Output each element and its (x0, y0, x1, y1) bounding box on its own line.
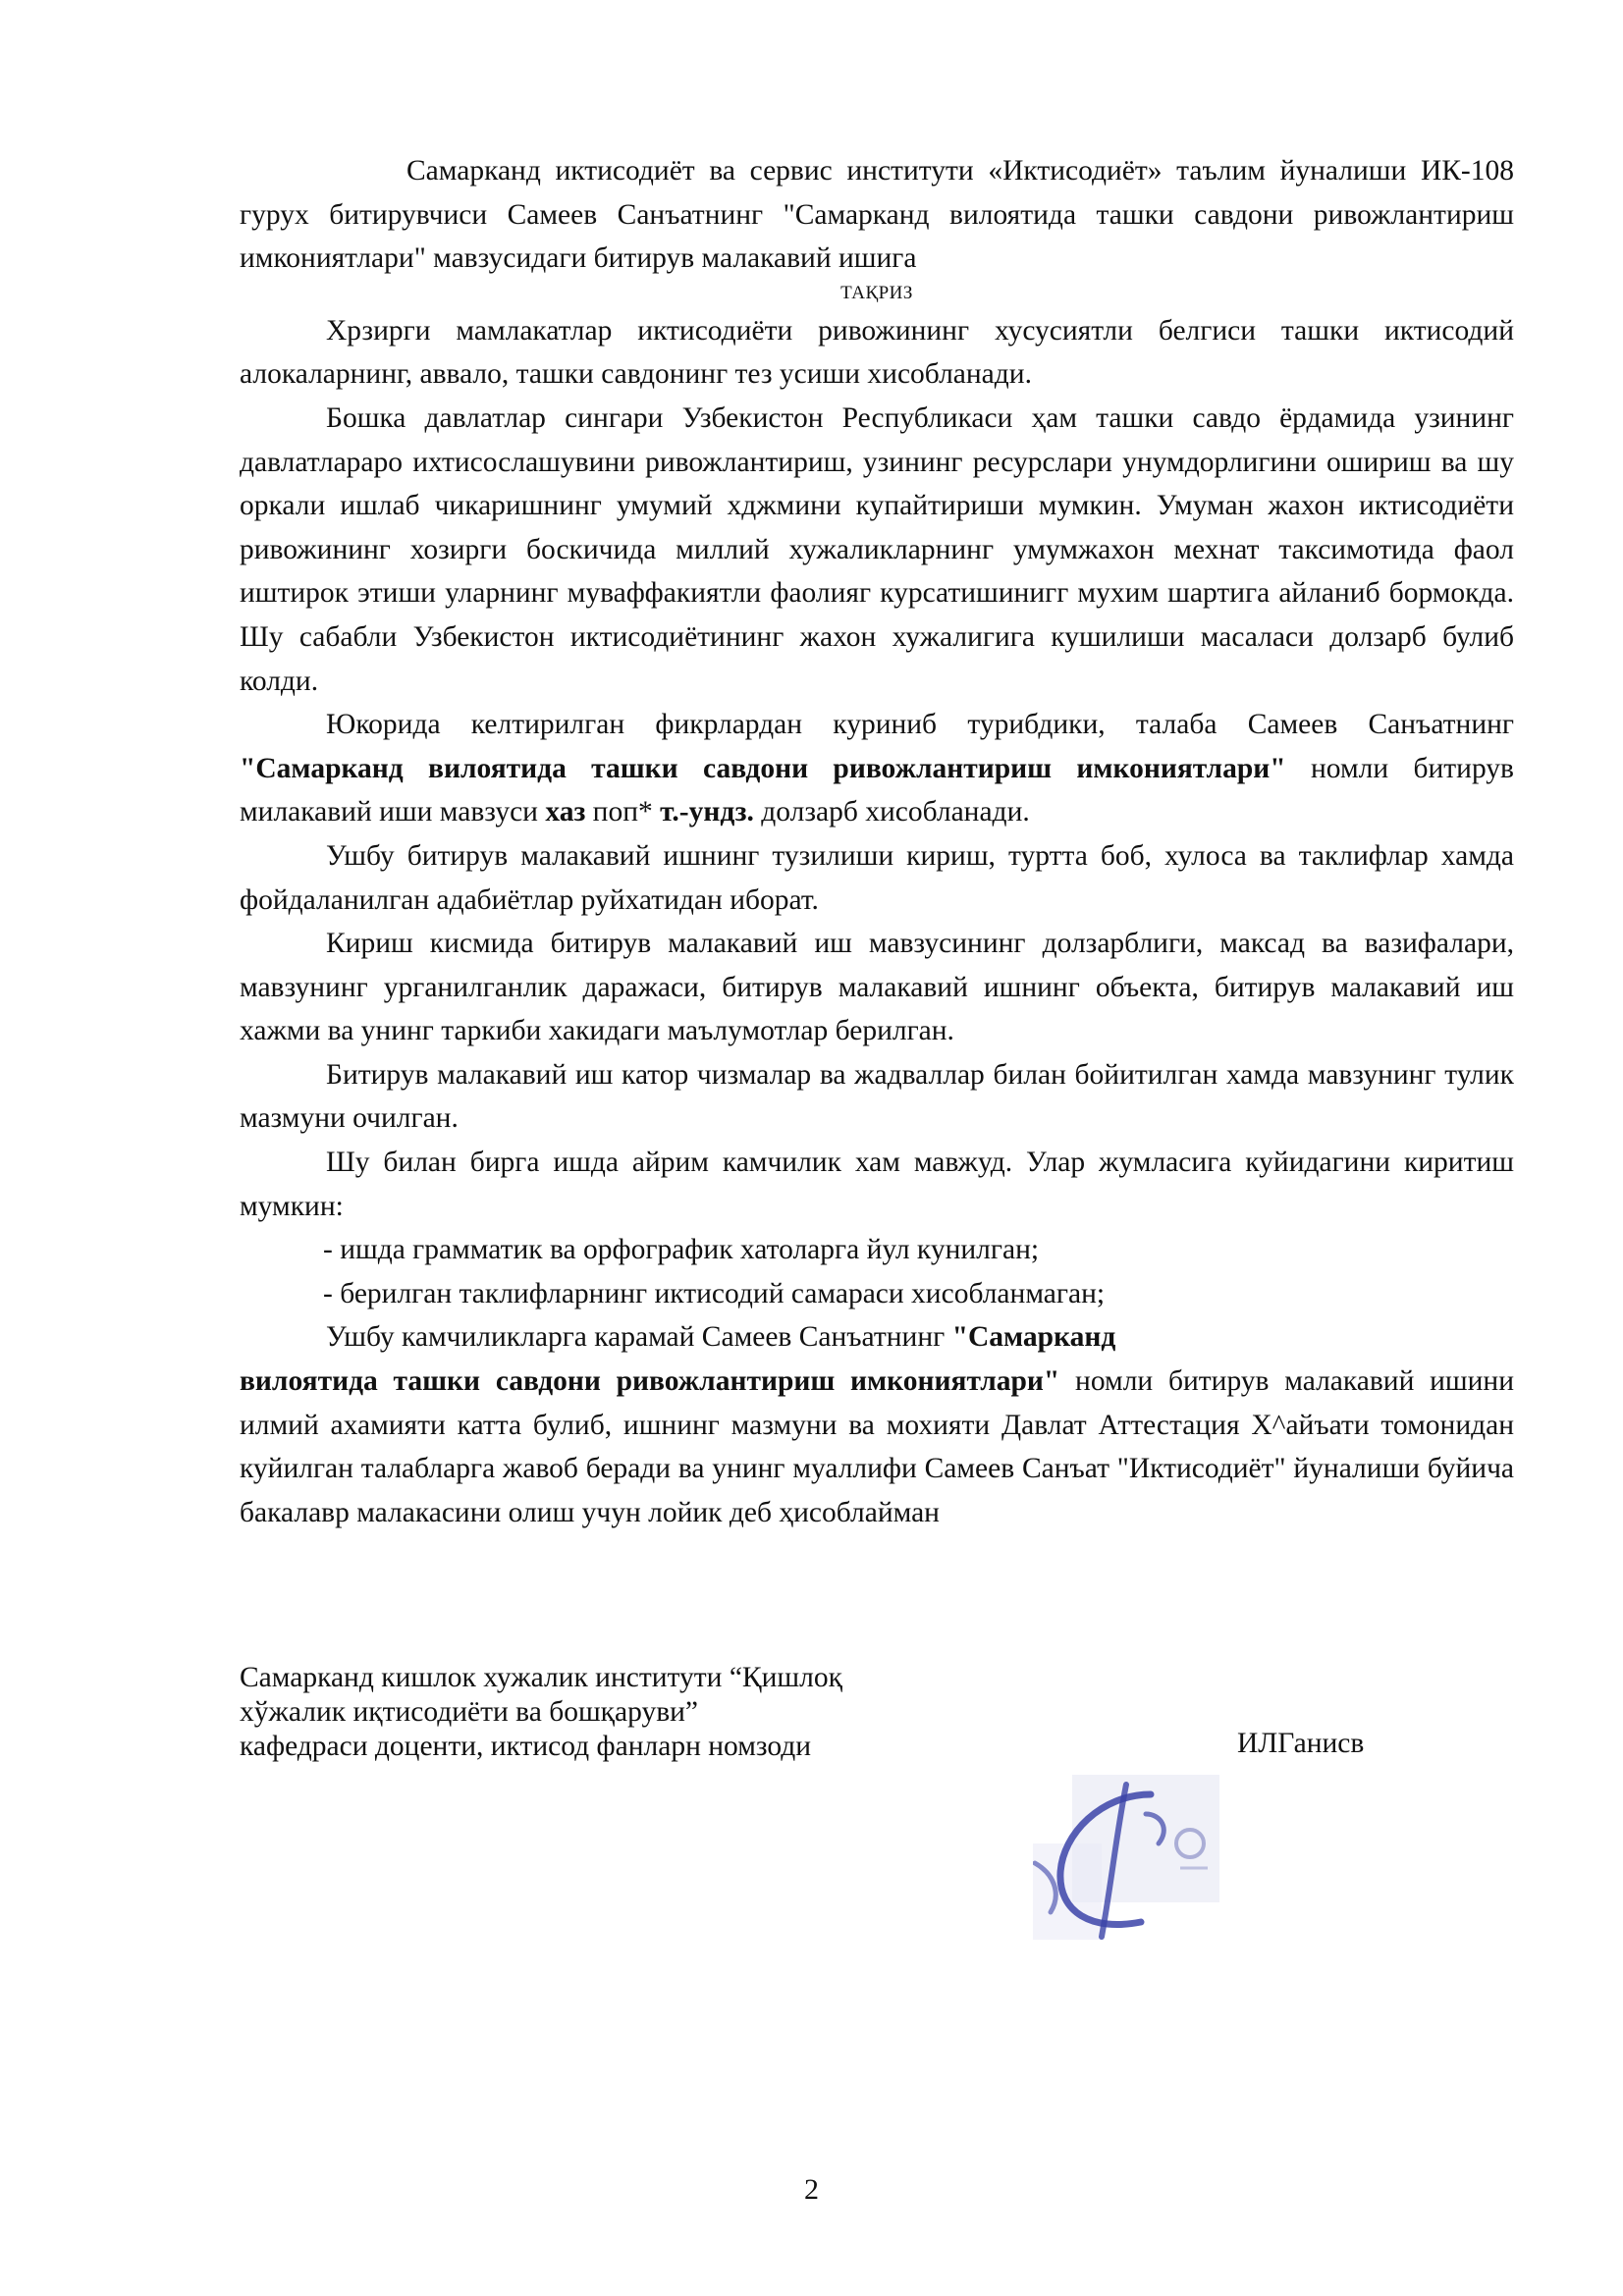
signature-stamp-icon (1033, 1775, 1219, 1940)
signature-stamp-graphic (1033, 1775, 1219, 1940)
paragraph-2: Бошка давлатлар сингари Узбекистон Республикаси ҳам ташки савдо ёрдамида узининг давлатлараро ихтисослашувини ривожлантириш, узининг ресурслари унумдорлигини ошириш ва шу оркали ишлаб чикаришнинг умумий хджмини купайтириши мумкин. Умуман жахон иктисодиёти ривожининг хозирги боскичида миллий хужаликларнинг умумжахон мехнат таксимотида фаол иштирок этиши уларнинг муваффакиятли фаолияг курсатишинигг мухим шартига айланиб бормокда. Шу сабабли Узбекистон иктисодиётининг жахон хужалигига кушилиши масаласи долзарб булиб колди. (240, 401, 1514, 697)
paragraph-1: Хрзирги мамлакатлар иктисодиёти ривожининг хусусиятли белгиси ташки иктисодий алокаларнинг, аввало, ташки савдонинг тез усиши хисобланади. (240, 314, 1514, 391)
paragraph-3-part-g: долзарб хисобланади. (753, 796, 1030, 828)
signature-affiliation-line-2: хўжалик иқтисодиёти ва бошқаруви” (240, 1696, 699, 1728)
paragraph-7: Шу билан бирга ишда айрим камчилик хам мавжуд. Улар жумласига куйидагини киритиш мумкин: (240, 1147, 1514, 1222)
paragraph-6: Битирув малакавий иш катор чизмалар ва жадваллар билан бойитилган хамда мавзунинг тулик мазмуни очилган. (240, 1058, 1514, 1135)
signature-affiliation-line-3: кафедраси доценти, иктисод фанларн номзоди (240, 1731, 812, 1762)
signature-affiliation-line-1: Самарканд кишлок хужалик институти “Қишлоқ (240, 1662, 842, 1693)
signatory-name: ИЛГанисв (1237, 1728, 1365, 1759)
thesis-title-bold: "Самарканд вилоятида ташки савдони ривожлантириш имкониятлари" (240, 752, 1286, 784)
document-heading: ТАҚРИЗ (840, 282, 913, 303)
paragraph-3-bold-d: хаз (545, 796, 586, 828)
paragraph-8-bold-b: "Самарканд (951, 1321, 1116, 1354)
paragraph-3-bold-f: т.-ундз. (660, 796, 754, 828)
paragraph-8 (240, 1360, 1514, 1534)
paragraph-8-lead (240, 1315, 1514, 1360)
review-body (240, 149, 1514, 1534)
paragraph-3 (240, 703, 1514, 834)
paragraph-5: Кириш кисмида битирув малакавий иш мавзусининг долзарблиги, максад ва вазифалари, мавзунинг урганилганлик даражаси, битирув малакавий ишнинг объекта, битирув малакавий иш хажми ва унинг таркиби хакидаги маълумотлар берилган. (240, 928, 1514, 1047)
list-item: - берилган таклифларнинг иктисодий самараси хисобланмаган; (323, 1277, 1106, 1309)
intro-paragraph: Самарканд иктисодиёт ва сервис институти «Иктисодиёт» таълим йуналиши ИК-108 гурух битирувчиси Самеев Санъатнинг "Самарканд вилоятида ташки савдони ривожлантириш имкониятлари" мавзусидаги битирув малакавий ишига (240, 155, 1514, 275)
paragraph-8-part-a: Ушбу камчиликларга карамай Самеев Санъатнинг (326, 1321, 952, 1354)
paragraph-3-part-a: Юкорида келтирилган фикрлардан куриниб турибдики, талаба Самеев Санъатнинг (326, 709, 1514, 741)
paragraph-3-part-c: номли битирув милакавий иши мавзуси (240, 752, 1514, 828)
page-number: 2 (804, 2173, 819, 2206)
paragraph-8-part-d: номли битирув малакавий ишини илмий ахамияти катта булиб, ишнинг мазмуни ва мохияти Давлат Аттестация Х^айъати томонидан куйилган талабларга жавоб беради ва унинг муаллифи Самеев Санъат "Иктисодиёт" йуналиши буйича бакалавр малакасини олиш учун лойик деб ҳисоблайман (240, 1365, 1514, 1528)
paragraph-4: Ушбу битирув малакавий ишнинг тузилиши кириш, туртта боб, хулоса ва таклифлар хамда фойдаланилган адабиётлар руйхатидан иборат. (240, 839, 1514, 916)
paragraph-3-part-e: поп* (585, 796, 661, 828)
paragraph-8-bold-c: вилоятида ташки савдони ривожлантириш имкониятлари" (240, 1365, 1060, 1398)
list-item: - ишда грамматик ва орфографик хатоларга йул кунилган; (323, 1234, 1040, 1266)
